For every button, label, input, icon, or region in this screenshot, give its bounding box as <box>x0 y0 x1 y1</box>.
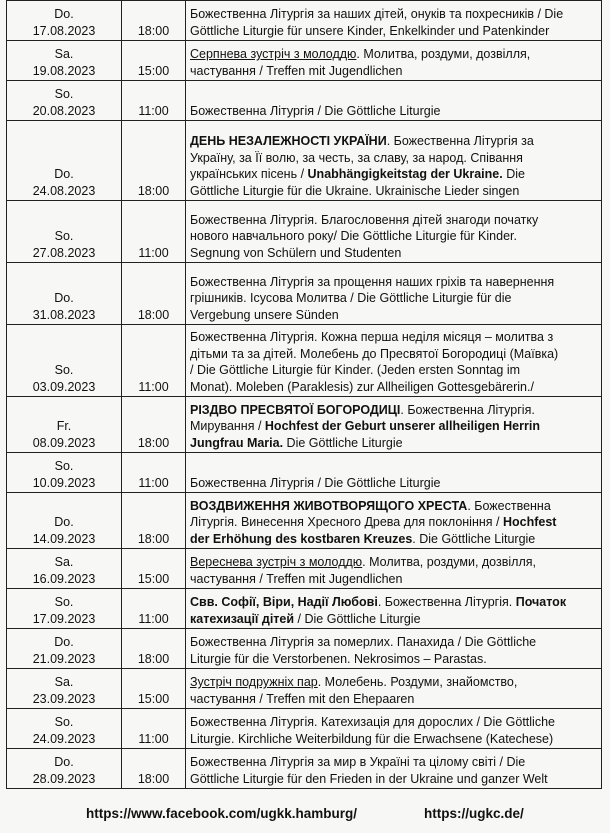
description-line <box>190 103 597 120</box>
schedule-row <box>7 325 602 397</box>
date-cell <box>7 1 122 41</box>
underlined-text: Серпнева зустріч з молоддю <box>190 47 357 61</box>
description-text: Божественна Літургія / Die Göttliche Liturgie <box>190 103 441 118</box>
description-line <box>190 379 597 396</box>
weekday-label: Fr. <box>56 419 72 433</box>
time-cell: 18:00 <box>122 749 186 789</box>
schedule-row <box>7 81 602 121</box>
weekday-label: Sa. <box>54 675 74 689</box>
description-line <box>190 228 597 245</box>
description-text: . Die Göttliche Liturgie <box>412 531 536 546</box>
schedule-row <box>7 629 602 669</box>
description-line <box>190 554 597 571</box>
description-cell <box>186 201 602 263</box>
description-line <box>190 183 597 200</box>
time-cell: 15:00 <box>122 549 186 589</box>
schedule-row <box>7 453 602 493</box>
date-label: 10.09.2023 <box>32 475 96 490</box>
description-line <box>190 245 597 262</box>
description-line <box>190 23 597 40</box>
description-text: Божественна Літургія. Кожна перша неділя місяця – молитва з <box>190 330 554 344</box>
date-label: 19.08.2023 <box>32 63 96 78</box>
service-schedule-table <box>6 0 602 789</box>
description-text: Liturgie. Kirchliche Weiterbildung für die Erwachsene (Katechese) <box>190 731 554 746</box>
time-cell: 18:00 <box>122 1 186 41</box>
description-line <box>190 674 597 691</box>
description-text: Göttliche Liturgie für den Frieden in der Ukraine und ganzer Welt <box>190 771 548 786</box>
bold-text: Hochfest <box>502 515 557 529</box>
description-text: Segnung von Schülern und Studenten <box>190 245 402 260</box>
weekday-label: Do. <box>54 515 74 529</box>
date-cell <box>7 325 122 397</box>
description-line <box>190 531 597 548</box>
schedule-row <box>7 397 602 453</box>
bold-text: Hochfest der Geburt unserer allheiligen Herrin <box>264 419 540 433</box>
page-footer <box>0 803 610 827</box>
weekday-label: Sa. <box>54 555 74 569</box>
description-text: Божественна Літургія за померлих. Панахида / Die Göttliche <box>190 635 537 649</box>
time-cell: 18:00 <box>122 263 186 325</box>
date-cell <box>7 41 122 81</box>
description-line <box>190 362 597 379</box>
description-line <box>190 212 597 229</box>
weekday-label: Do. <box>54 755 74 769</box>
date-cell <box>7 121 122 201</box>
description-line <box>190 651 597 668</box>
description-text: . Божественна Літургія. <box>377 595 516 609</box>
description-text: Україну, за Її волю, за честь, за славу, за народ. Співання <box>190 150 523 165</box>
bold-text: Початок <box>515 595 567 609</box>
description-cell <box>186 493 602 549</box>
description-line <box>190 594 597 611</box>
description-text: Божественна Літургія за прощення наших гріхів та навернення <box>190 274 555 289</box>
description-line <box>190 611 597 628</box>
description-line <box>190 307 597 324</box>
date-cell <box>7 669 122 709</box>
weekday-label: So. <box>54 363 74 377</box>
description-line <box>190 290 597 307</box>
description-line <box>190 346 597 363</box>
description-line <box>190 6 597 23</box>
schedule-row <box>7 669 602 709</box>
description-text: . Божественна <box>467 498 551 513</box>
description-line <box>190 571 597 588</box>
date-cell <box>7 201 122 263</box>
description-line <box>190 771 597 788</box>
description-cell <box>186 81 602 121</box>
description-line <box>190 634 597 651</box>
description-text: Божественна Літургія за мир в Україні та цілому світі / Die <box>190 755 526 769</box>
description-text: Божественна Літургія за наших дітей, онуків та похресників / Die <box>190 7 564 21</box>
bold-text: Свв. Софії, Віри, Надії Любові <box>190 595 378 609</box>
bold-text: ДЕНЬ НЕЗАЛЕЖНОСТІ УКРАЇНИ <box>190 134 387 148</box>
schedule-row <box>7 1 602 41</box>
description-cell <box>186 709 602 749</box>
date-cell <box>7 749 122 789</box>
description-cell <box>186 669 602 709</box>
description-cell <box>186 121 602 201</box>
time-cell: 15:00 <box>122 41 186 81</box>
description-line <box>190 498 597 515</box>
description-line <box>190 274 597 291</box>
time-cell: 11:00 <box>122 453 186 493</box>
time-cell: 11:00 <box>122 709 186 749</box>
date-label: 21.09.2023 <box>32 651 96 666</box>
time-cell: 11:00 <box>122 81 186 121</box>
bold-text: der Erhöhung des kostbaren Kreuzes <box>190 531 413 546</box>
description-cell <box>186 549 602 589</box>
description-line <box>190 329 597 346</box>
schedule-row <box>7 709 602 749</box>
date-label: 03.09.2023 <box>32 379 96 394</box>
date-cell <box>7 629 122 669</box>
description-text: Die Göttliche Liturgie <box>283 435 403 450</box>
time-cell: 18:00 <box>122 493 186 549</box>
date-label: 20.08.2023 <box>32 103 96 118</box>
schedule-row <box>7 749 602 789</box>
description-cell <box>186 1 602 41</box>
description-text: грішників. Ісусова Молитва / Die Göttliche Liturgie für die <box>190 291 512 305</box>
description-line <box>190 402 597 419</box>
date-cell <box>7 397 122 453</box>
description-cell <box>186 41 602 81</box>
description-text: . Божественна Літургія. <box>400 402 535 417</box>
description-text: Божественна Літургія. Катехизація для дорослих / Die Göttliche <box>190 715 555 729</box>
description-line <box>190 514 597 531</box>
description-line <box>190 150 597 167</box>
description-text: частування / Treffen mit Jugendlichen <box>190 63 403 78</box>
date-cell <box>7 453 122 493</box>
website-link[interactable]: https://ugkc.de/ <box>424 806 524 821</box>
weekday-label: So. <box>54 715 74 729</box>
description-cell <box>186 397 602 453</box>
time-cell: 18:00 <box>122 629 186 669</box>
description-text: українських пісень / <box>190 167 308 181</box>
description-line <box>190 418 597 435</box>
description-line <box>190 166 597 183</box>
description-text: / Die Göttliche Liturgie für Kinder. (Jeden ersten Sonntag im <box>190 363 521 377</box>
description-cell <box>186 589 602 629</box>
date-label: 16.09.2023 <box>32 571 96 586</box>
description-cell <box>186 263 602 325</box>
description-cell <box>186 749 602 789</box>
description-text: Monat). Moleben (Paraklesis) zur Allheiligen Gottesgebärerin./ <box>190 379 534 394</box>
schedule-row <box>7 549 602 589</box>
description-text: Göttliche Liturgie für unsere Kinder, Enkelkinder und Patenkinder <box>190 23 550 38</box>
weekday-label: Do. <box>54 635 74 649</box>
description-line <box>190 714 597 731</box>
description-text: нового навчального року/ Die Göttliche Liturgie für Kinder. <box>190 229 517 243</box>
date-cell <box>7 549 122 589</box>
description-text: Божественна Літургія / Die Göttliche Liturgie <box>190 475 441 490</box>
description-line <box>190 63 597 80</box>
description-text: Літургія. Винесення Хресного Древа для поклоніння / <box>190 515 503 529</box>
description-line <box>190 691 597 708</box>
date-label: 24.09.2023 <box>32 731 96 746</box>
time-cell: 18:00 <box>122 397 186 453</box>
date-cell <box>7 263 122 325</box>
description-cell <box>186 453 602 493</box>
weekday-label: So. <box>54 459 74 473</box>
bold-text: РІЗДВО ПРЕСВЯТОЇ БОГОРОДИЦІ <box>190 402 401 417</box>
weekday-label: So. <box>54 87 74 101</box>
schedule-row <box>7 41 602 81</box>
time-cell: 11:00 <box>122 201 186 263</box>
weekday-label: So. <box>54 595 74 609</box>
description-text: . Молитва, роздуми, дозвілля, <box>362 555 536 569</box>
description-text: . Молебень. Роздуми, знайомство, <box>317 675 518 689</box>
date-label: 17.09.2023 <box>32 611 96 626</box>
description-line <box>190 754 597 771</box>
date-label: 31.08.2023 <box>32 307 96 322</box>
description-line <box>190 731 597 748</box>
description-text: дітьми та за дітей. Молебень до Пресвятої Богородиці (Маївка) <box>190 346 559 361</box>
description-text: частування / Treffen mit Jugendlichen <box>190 571 403 586</box>
underlined-text: Вереснева зустріч з молоддю <box>190 555 363 569</box>
description-text: / Die Göttliche Liturgie <box>294 611 421 626</box>
description-line <box>190 46 597 63</box>
weekday-label: Sa. <box>54 47 74 61</box>
date-label: 17.08.2023 <box>32 23 96 38</box>
date-label: 08.09.2023 <box>32 435 96 450</box>
date-label: 27.08.2023 <box>32 245 96 260</box>
weekday-label: Do. <box>54 167 74 181</box>
date-cell <box>7 493 122 549</box>
bold-text: ВОЗДВИЖЕННЯ ЖИВОТВОРЯЩОГО ХРЕСТА <box>190 498 468 513</box>
description-text: Göttliche Liturgie für die Ukraine. Ukrainische Lieder singen <box>190 183 520 198</box>
description-text: Мирування / <box>190 419 265 433</box>
time-cell: 11:00 <box>122 325 186 397</box>
description-text: Vergebung unsere Sünden <box>190 307 339 322</box>
date-label: 28.09.2023 <box>32 771 96 786</box>
time-cell: 11:00 <box>122 589 186 629</box>
description-text: . Божественна Літургія за <box>386 134 534 148</box>
date-label: 24.08.2023 <box>32 183 96 198</box>
description-text: частування / Treffen mit den Ehepaaren <box>190 691 415 706</box>
weekday-label: Do. <box>54 7 74 21</box>
schedule-row <box>7 263 602 325</box>
bold-text: Jungfrau Maria. <box>190 435 284 450</box>
description-text: Liturgie für die Verstorbenen. Nekrosimos – Parastas. <box>190 651 487 666</box>
date-cell <box>7 709 122 749</box>
weekday-label: So. <box>54 229 74 243</box>
time-cell: 15:00 <box>122 669 186 709</box>
description-line <box>190 435 597 452</box>
underlined-text: Зустріч подружніх пар <box>190 675 318 689</box>
date-cell <box>7 81 122 121</box>
schedule-row <box>7 589 602 629</box>
description-line <box>190 475 597 492</box>
description-text: Божественна Літургія. Благословення дітей знагоди початку <box>190 212 539 227</box>
time-cell: 18:00 <box>122 121 186 201</box>
date-label: 23.09.2023 <box>32 691 96 706</box>
description-cell <box>186 325 602 397</box>
description-text: . Молитва, роздуми, дозвілля, <box>356 47 531 61</box>
bold-text: Unabhängigkeitstag der Ukraine. <box>307 167 503 181</box>
schedule-row <box>7 121 602 201</box>
bold-text: катехизації дітей <box>190 611 295 626</box>
date-cell <box>7 589 122 629</box>
schedule-row <box>7 493 602 549</box>
weekday-label: Do. <box>54 291 74 305</box>
schedule-row <box>7 201 602 263</box>
facebook-link[interactable]: https://www.facebook.com/ugkk.hamburg/ <box>86 806 358 821</box>
description-line <box>190 133 597 150</box>
description-cell <box>186 629 602 669</box>
date-label: 14.09.2023 <box>32 531 96 546</box>
description-text: Die <box>502 167 525 181</box>
